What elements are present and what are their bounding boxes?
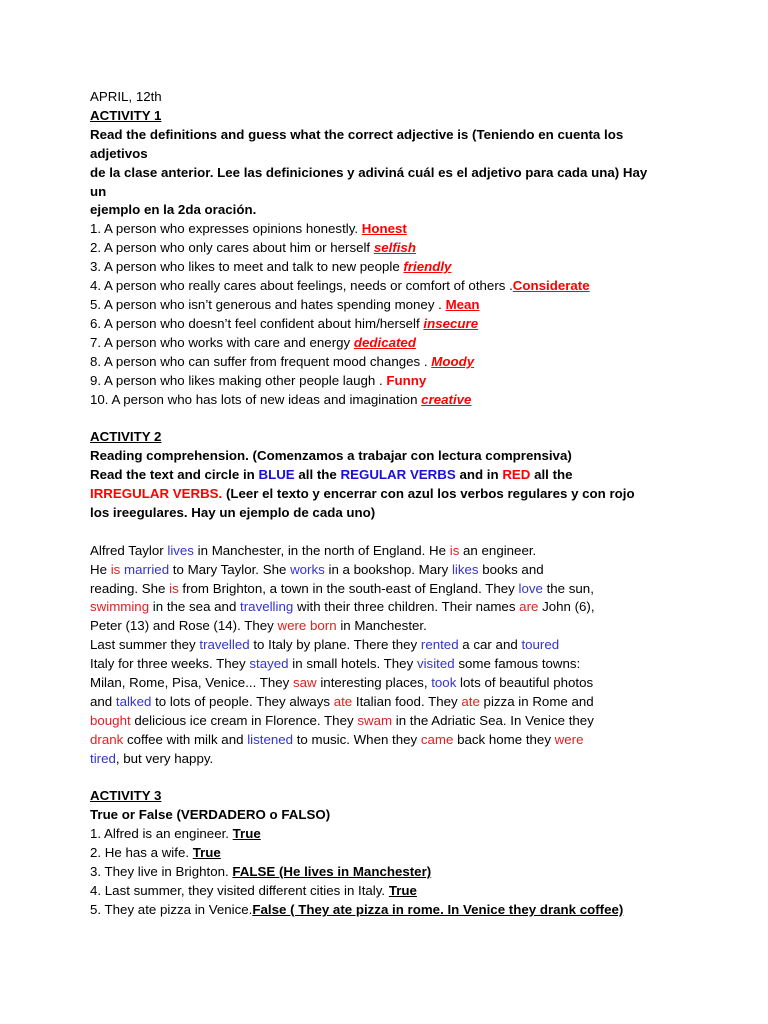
- irregular-verb: drank: [90, 731, 124, 747]
- passage-line: [90, 598, 708, 617]
- adjective-answer: dedicated: [353, 334, 416, 350]
- passage-line: [90, 636, 708, 655]
- adjective-answer: Moody: [431, 353, 475, 369]
- statement-text: 3. They live in Brighton.: [90, 864, 233, 880]
- regular-verb: travelled: [199, 637, 250, 653]
- regular-verb: stayed: [249, 656, 289, 672]
- adjective-answer: insecure: [423, 315, 479, 331]
- regular-verb: likes: [451, 561, 479, 577]
- true-false-answer: True: [388, 883, 417, 899]
- activity3-heading: ACTIVITY 3: [90, 788, 162, 804]
- activity2-instruction-3: [90, 485, 708, 504]
- true-false-answer: True: [232, 826, 261, 842]
- passage-line: [90, 712, 708, 731]
- passage-text: to Italy by plane. There they: [249, 637, 421, 653]
- passage-text: , but very happy.: [115, 750, 214, 766]
- passage-text: Italy for three weeks. They: [90, 656, 250, 672]
- passage-text: Italian food. They: [352, 693, 462, 709]
- irregular-verbs-keyword: IRREGULAR VERBS.: [90, 486, 223, 502]
- irregular-verb: came: [420, 731, 454, 747]
- activity1-instruction-1: Read the definitions and guess what the correct adjective is (Teniendo en cuenta los: [90, 126, 624, 142]
- activity2-instruction-4: los ireegulares. Hay un ejemplo de cada uno): [90, 504, 376, 520]
- regular-verbs-keyword: REGULAR VERBS: [340, 467, 456, 483]
- irregular-verb: were born: [277, 618, 337, 634]
- regular-verb: travelling: [240, 599, 294, 615]
- passage-text: in the sea and: [149, 599, 241, 615]
- definition-item: [90, 315, 708, 334]
- true-false-answer: True: [192, 845, 221, 861]
- instruction-text: and in: [455, 467, 503, 483]
- passage-text: lots of beautiful photos: [456, 675, 594, 691]
- irregular-verb: swam: [357, 712, 393, 728]
- red-keyword: RED: [502, 467, 531, 483]
- statement-text: 4. Last summer, they visited different cities in Italy.: [90, 883, 389, 899]
- activity2-heading: ACTIVITY 2: [90, 429, 162, 445]
- spacer: [90, 523, 708, 542]
- adjective-answer: friendly: [403, 259, 452, 275]
- adjective-answer: Mean: [445, 296, 480, 312]
- definition-item: [90, 353, 708, 372]
- passage-line: [90, 693, 708, 712]
- definition-text: 9. A person who likes making other people laugh .: [90, 372, 387, 388]
- activity2-instruction-1: Reading comprehension. (Comenzamos a trabajar con lectura comprensiva): [90, 448, 572, 464]
- passage-text: in the Adriatic Sea. In Venice they: [392, 712, 594, 728]
- passage-text: books and: [478, 561, 544, 577]
- passage-line: [90, 617, 708, 636]
- passage-text: in Manchester, in the north of England. He: [193, 542, 450, 558]
- adjective-answer: creative: [421, 391, 472, 407]
- passage-text: He: [90, 561, 111, 577]
- regular-verb: works: [290, 561, 325, 577]
- passage-text: Peter (13) and Rose (14). They: [90, 618, 278, 634]
- spacer: [90, 769, 708, 788]
- definition-item: [90, 391, 708, 410]
- passage-line: [90, 674, 708, 693]
- adjective-answer: Funny: [386, 372, 427, 388]
- passage-text: John (6),: [538, 599, 595, 615]
- irregular-verb: were: [554, 731, 584, 747]
- passage-line: [90, 731, 708, 750]
- passage-text: to lots of people. They always: [151, 693, 334, 709]
- irregular-verb: ate: [461, 693, 480, 709]
- definition-text: 7. A person who works with care and energy: [90, 334, 354, 350]
- instruction-text: all the: [294, 467, 341, 483]
- reading-passage: [90, 542, 708, 769]
- activity2-instruction-2: [90, 466, 708, 485]
- definition-text: 5. A person who isn’t generous and hates spending money .: [90, 296, 446, 312]
- adjective-answer: selfish: [373, 240, 416, 256]
- passage-text: in small hotels. They: [288, 656, 417, 672]
- passage-text: the sun,: [542, 580, 594, 596]
- irregular-verb: saw: [293, 675, 317, 691]
- passage-line: [90, 561, 708, 580]
- activity1-instruction-4: un: [90, 183, 107, 199]
- activity1-instruction-5: ejemplo en la 2da oración.: [90, 202, 257, 218]
- passage-text: to Mary Taylor. She: [169, 561, 291, 577]
- definition-item: [90, 372, 708, 391]
- passage-text: reading. She: [90, 580, 170, 596]
- regular-verb: took: [431, 675, 457, 691]
- regular-verb: lives: [167, 542, 194, 558]
- regular-verb: listened: [247, 731, 294, 747]
- passage-text: Milan, Rome, Pisa, Venice... They: [90, 675, 293, 691]
- instruction-text: (Leer el texto y encerrar con azul los verbos regulares y con rojo: [222, 486, 635, 502]
- adjective-answer: Considerate: [512, 278, 590, 294]
- instruction-text: all the: [530, 467, 573, 483]
- passage-line: [90, 580, 708, 599]
- passage-text: delicious ice cream in Florence. They: [130, 712, 358, 728]
- passage-line: [90, 542, 708, 561]
- definition-item: [90, 220, 708, 239]
- passage-text: an engineer.: [459, 542, 537, 558]
- activity1-instruction-3: de la clase anterior. Lee las definiciones y adiviná cuál es el adjetivo para cada una) Hay: [90, 164, 648, 180]
- passage-text: a car and: [458, 637, 522, 653]
- adjective-answer: Honest: [361, 221, 407, 237]
- regular-verb: toured: [521, 637, 560, 653]
- definition-item: [90, 296, 708, 315]
- passage-text: coffee with milk and: [123, 731, 248, 747]
- activity3-instruction: True or False (VERDADERO o FALSO): [90, 807, 331, 823]
- definition-item: [90, 239, 708, 258]
- passage-text: with their three children. Their names: [293, 599, 520, 615]
- passage-text: in a bookshop. Mary: [324, 561, 452, 577]
- statement-text: 1. Alfred is an engineer.: [90, 826, 233, 842]
- definition-text: 8. A person who can suffer from frequent mood changes .: [90, 353, 432, 369]
- date-line: APRIL, 12th: [90, 89, 162, 104]
- true-false-item: [90, 901, 708, 920]
- passage-text: interesting places,: [316, 675, 432, 691]
- regular-verb: talked: [115, 693, 152, 709]
- definition-item: [90, 334, 708, 353]
- regular-verb: married: [124, 561, 170, 577]
- true-false-item: [90, 844, 708, 863]
- spacer: [90, 409, 708, 428]
- activity1-instruction-2: adjetivos: [90, 145, 148, 161]
- passage-text: Alfred Taylor: [90, 542, 168, 558]
- definition-text: 3. A person who likes to meet and talk to new people: [90, 259, 404, 275]
- definition-text: 4. A person who really cares about feelings, needs or comfort of others .: [90, 278, 513, 294]
- activity1-heading: ACTIVITY 1: [90, 107, 162, 123]
- instruction-text: Read the text and circle in: [90, 467, 259, 483]
- true-false-answer: FALSE (He lives in Manchester): [232, 864, 432, 880]
- passage-text: pizza in Rome and: [479, 693, 594, 709]
- passage-text: in Manchester.: [336, 618, 427, 634]
- passage-line: [90, 750, 708, 769]
- irregular-verb: are: [519, 599, 539, 615]
- regular-verb: rented: [420, 637, 459, 653]
- definition-text: 6. A person who doesn’t feel confident about him/herself: [90, 315, 424, 331]
- passage-text: back home they: [453, 731, 555, 747]
- irregular-verb: ate: [333, 693, 353, 709]
- irregular-verb: is: [449, 542, 460, 558]
- irregular-verb: is: [169, 580, 179, 596]
- definition-text: 1. A person who expresses opinions honestly.: [90, 221, 362, 237]
- passage-line: [90, 655, 708, 674]
- definition-text: 10. A person who has lots of new ideas and imagination: [90, 391, 422, 407]
- passage-text: to music. When they: [293, 731, 421, 747]
- passage-text: from Brighton, a town in the south-east of England. They: [178, 580, 519, 596]
- statement-text: 2. He has a wife.: [90, 845, 193, 861]
- irregular-verb: bought: [90, 712, 131, 728]
- regular-verb: tired: [90, 750, 116, 766]
- irregular-verb: is: [110, 561, 121, 577]
- statement-text: 5. They ate pizza in Venice.: [90, 901, 253, 917]
- passage-text: and: [90, 693, 116, 709]
- passage-text: Last summer they: [90, 637, 200, 653]
- definition-text: 2. A person who only cares about him or herself: [90, 240, 374, 256]
- definition-item: [90, 258, 708, 277]
- true-false-item: [90, 882, 708, 901]
- true-false-item: [90, 863, 708, 882]
- blue-keyword: BLUE: [258, 467, 295, 483]
- true-false-answer: False ( They ate pizza in rome. In Venice they drank coffee): [252, 901, 624, 917]
- passage-text: some famous towns:: [454, 656, 581, 672]
- true-false-item: [90, 825, 708, 844]
- regular-verb: love: [518, 580, 543, 596]
- irregular-verb: swimming: [90, 599, 150, 615]
- definition-item: [90, 277, 708, 296]
- regular-verb: visited: [416, 656, 455, 672]
